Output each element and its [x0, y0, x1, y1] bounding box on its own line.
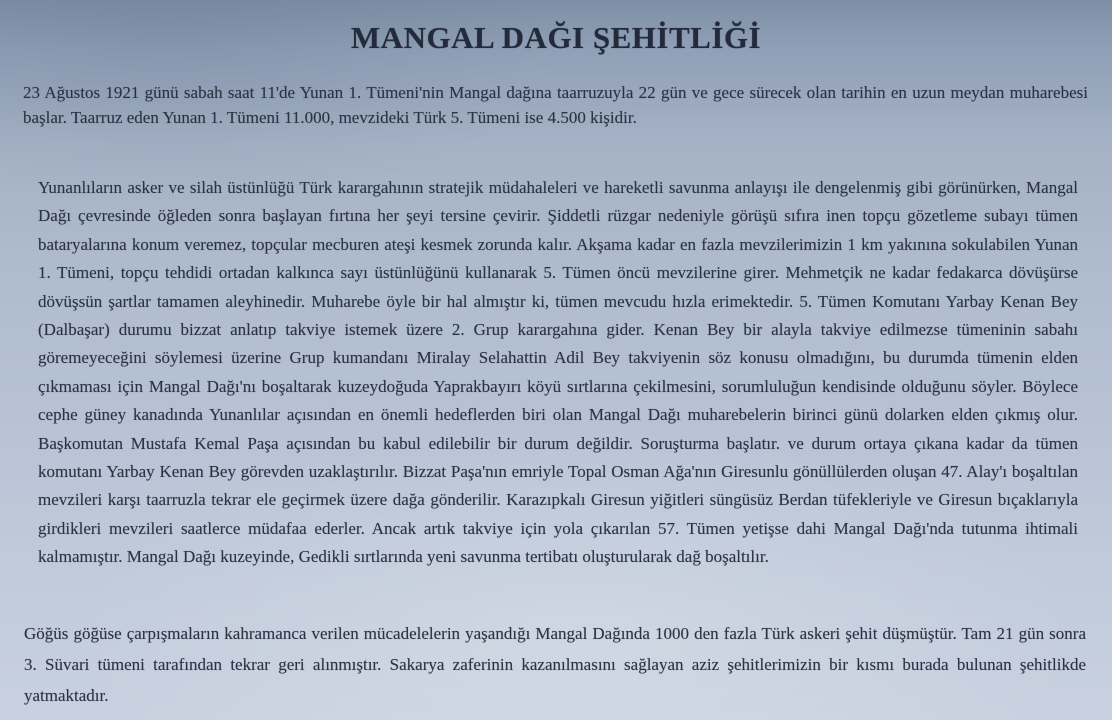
sign-title: MANGAL DAĞI ŞEHİTLİĞİ — [350, 20, 762, 55]
paragraph-closing: Göğüs göğüse çarpışmaların kahramanca verilen mücadelelerin yaşandığı Mangal Dağında 1000 den fazla Türk askeri şehit düşmüştür. Tam 21 gün sonra 3. Süvari tümeni tarafından tekrar geri alınmıştır. Sakarya zaferinin kazanılmasını sağlayan aziz şehitlerimizin bir kısmı burada bulunan şehitlikde yatmaktadır. — [24, 623, 1086, 705]
paragraph-main: Yunanlıların asker ve silah üstünlüğü Türk karargahının stratejik müdahaleleri ve hareketli savunma anlayışı ile dengelenmiş gibi görünürken, Mangal Dağı çevresinde öğleden sonra başlayan fırtına her şeyi tersine çevirir. Şiddetli rüzgar nedeniyle görüşü sıfıra inen topçu gözetleme subayı tümen bataryalarına konum veremez, topçular mecburen ateşi kesmek zorunda kalır. Akşama kadar en fazla mevzilerimizin 1 km yakınına sokulabilen Yunan 1. Tümeni, topçu tehdidi ortadan kalkınca sayı üstünlüğünü kullanarak 5. Tümen öncü mevzilerine girer. Mehmetçik ne kadar fedakarca dövüşürse dövüşsün şartlar tamamen aleyhinedir. Muharebe öyle bir hal almıştır ki, tümen mevcudu hızla erimektedir. 5. Tümen Komutanı Yarbay Kenan Bey (Dalbaşar) durumu bizzat anlatıp takviye istemek üzere 2. Grup karargahına gider. Kenan Bey bir alayla takviye edilmezse tümeninin sabahı göremeyeceğini söylemesi üzerine Grup kumandanı Miralay Selahattin Adil Bey takviyenin söz konusu olmadığını, bu durumda tümenin elden çıkmaması için Mangal Dağı'nı boşaltarak kuzeydoğuda Yaprakbayırı köyü sırtlarına çekilmesini, sorumluluğun kendisinde olduğunu söyler. Böylece cephe güney kanadında Yunanlılar açısından en önemli hedeflerden biri olan Mangal Dağı muharebelerin birinci günü dolarken elden çıkmış olur. Başkomutan Mustafa Kemal Paşa açısından bu kabul edilebilir bir durum değildir. Soruşturma başlatır. ve durum ortaya çıkana kadar da tümen komutanı Yarbay Kenan Bey görevden uzaklaştırılır. Bizzat Paşa'nın emriyle Topal Osman Ağa'nın Giresunlu gönüllülerden oluşan 47. Alay'ı boşaltılan mevzileri karşı taarruzla tekrar ele geçirmek üzere dağa gönderilir. Karazıpkalı Giresun yiğitleri süngüsüz Berdan tüfekleriyle ve Giresun bıçaklarıyla girdikleri mevzileri saatlerce müdafaa ederler. Ancak artık takviye için yola çıkarılan 57. Tümen yetişse dahi Mangal Dağı'nda tutunma ihtimali kalmamıştır. Mangal Dağı kuzeyinde, Gedikli sırtlarında yeni savunma tertibatı oluşturularak dağ boşaltılır. — [38, 178, 1078, 567]
paragraph-intro: 23 Ağustos 1921 günü sabah saat 11'de Yunan 1. Tümeni'nin Mangal dağına taarruzuyla 22 gün ve gece sürecek olan tarihin en uzun meydan muharebesi başlar. Taarruz eden Yunan 1. Tümeni 11.000, mevzideki Türk 5. Tümeni ise 4.500 kişidir. — [23, 83, 1088, 127]
